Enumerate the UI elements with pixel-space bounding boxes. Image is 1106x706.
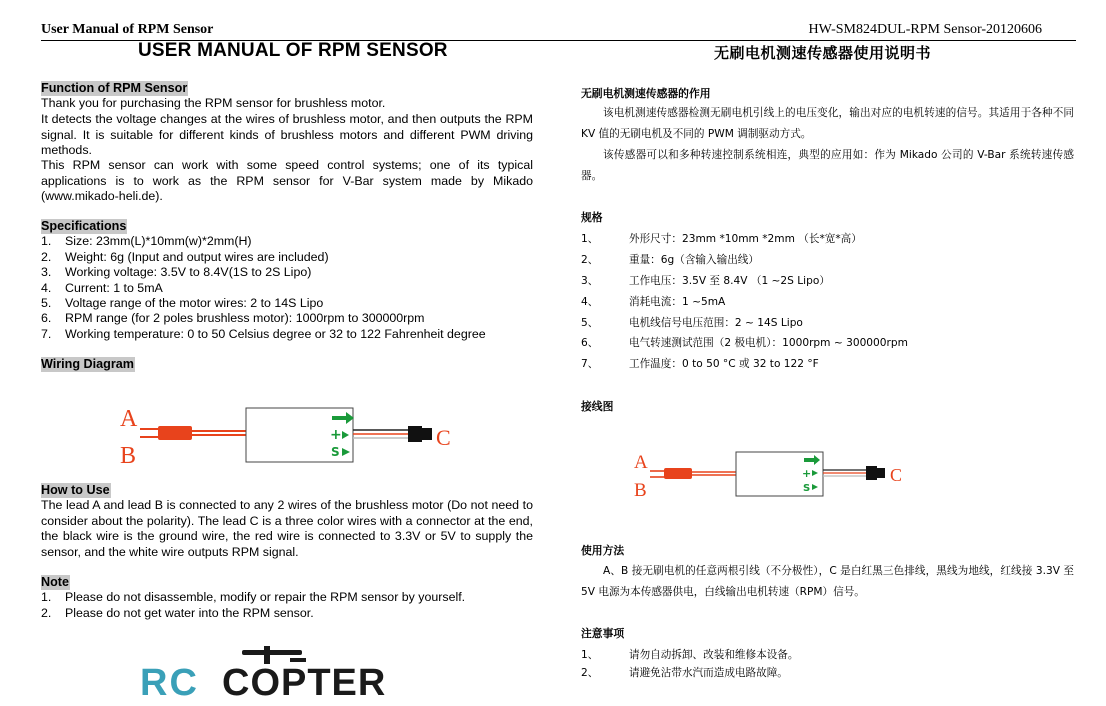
note-heading: Note — [41, 575, 69, 589]
spec-item: 7. Working temperature: 0 to 50 Celsius degree or 32 to 122 Fahrenheit degree — [41, 327, 486, 341]
logo-rc-text: RC — [140, 662, 199, 704]
wiring-diagram-chinese — [630, 448, 910, 502]
function-paragraph-2: This RPM sensor can work with some speed control systems; one of its typical applications is to work as the RPM sensor for V-Bar system made by Mikado (www.mikado-heli.de). — [41, 158, 533, 204]
zh-how-to-use-heading: 使用方法 — [581, 544, 625, 557]
lead-c-label-small: C — [890, 465, 903, 485]
logo-rotor-blade — [242, 650, 302, 655]
plus-symbol: + — [330, 427, 342, 443]
lead-c-label: C — [436, 425, 451, 450]
output-connector-pins — [422, 428, 432, 440]
zh-note-heading: 注意事项 — [581, 627, 625, 640]
zh-spec-item: 4、 消耗电流：1 ~5mA — [581, 296, 726, 308]
running-header-left: User Manual of RPM Sensor — [41, 22, 214, 37]
spec-item: 2. Weight: 6g (Input and output wires are included) — [41, 250, 329, 264]
logo-copter-text: COPTER — [222, 662, 387, 704]
output-connector-pins-small — [877, 468, 885, 478]
zh-note-item: 1、 请勿自动拆卸、改装和维修本设备。 — [581, 649, 799, 661]
zh-spec-item: 6、 电气转速测试范围（2 极电机）：1000rpm ~ 300000rpm — [581, 337, 908, 349]
zh-spec-item: 1、 外形尺寸：23mm *10mm *2mm （长*宽*高） — [581, 233, 862, 245]
how-to-use-paragraph: The lead A and lead B is connected to any 2 wires of the brushless motor (Do not need to consider about the polarity). The lead C is a three color wires with a connector at the end, the black wire is the ground wire, the red wire is connected to 3.3V or 5V to supply the sensor, and the white wire outputs RPM signal. — [41, 498, 533, 559]
spec-item: 3. Working voltage: 3.5V to 8.4V(1S to 2S Lipo) — [41, 265, 312, 279]
zh-spec-item: 7、 工作温度：0 to 50 °C 或 32 to 122 °F — [581, 358, 819, 370]
function-paragraph-1: It detects the voltage changes at the wires of brushless motor, and then outputs the RPM signal. It is suitable for different kinds of brushless motors and different PWM driving methods. — [41, 112, 533, 158]
title-chinese: 无刷电机测速传感器使用说明书 — [714, 44, 932, 62]
signal-s-label-small: S — [803, 483, 811, 494]
input-connector-small — [664, 468, 692, 479]
zh-function-paragraph-2: 该传感器可以和多种转速控制系统相连，典型的应用如：作为 Mikado 公司的 V-Bar 系统转速传感器。 — [581, 149, 1074, 182]
lead-a-label-small: A — [634, 452, 648, 473]
zh-function-paragraph-1: 该电机测速传感器检测无刷电机引线上的电压变化，输出对应的电机转速的信号。其适用于各种不同 KV 值的无刷电机及不同的 PWM 调制驱动方式。 — [581, 107, 1074, 140]
zh-spec-item: 3、 工作电压：3.5V 至 8.4V （1 ~2S Lipo） — [581, 275, 830, 287]
plus-symbol-small: + — [802, 467, 812, 480]
note-item: 1. Please do not disassemble, modify or repair the RPM sensor by yourself. — [41, 590, 466, 604]
title-english: USER MANUAL OF RPM SENSOR — [138, 40, 448, 61]
input-connector-body — [158, 426, 192, 440]
spec-item: 5. Voltage range of the motor wires: 2 to 14S Lipo — [41, 296, 324, 310]
note-item: 2. Please do not get water into the RPM sensor. — [41, 606, 314, 620]
zh-wiring-heading: 接线图 — [581, 400, 614, 413]
wiring-diagram-english — [118, 400, 458, 470]
rc-copter-logo — [138, 640, 413, 706]
spec-item: 6. RPM range (for 2 poles brushless motor): 1000rpm to 300000rpm — [41, 311, 425, 325]
zh-function-heading: 无刷电机测速传感器的作用 — [581, 87, 711, 100]
spec-item: 1. Size: 23mm(L)*10mm(w)*2mm(H) — [41, 234, 252, 248]
zh-spec-item: 5、 电机线信号电压范围：2 ~ 14S Lipo — [581, 317, 803, 329]
wiring-heading: Wiring Diagram — [41, 357, 134, 371]
lead-a-label: A — [120, 406, 138, 432]
zh-spec-item: 2、 重量：6g（含输入输出线） — [581, 254, 759, 266]
how-to-use-heading: How to Use — [41, 483, 110, 497]
output-connector-small — [866, 466, 877, 480]
zh-how-to-use-paragraph: A、B 接无刷电机的任意两根引线（不分极性），C 是白红黑三色排线，黑线为地线，红线接 3.3V 至 5V 电源为本传感器供电，白线输出电机转速（RPM）信号。 — [581, 565, 1074, 598]
lead-b-label: B — [120, 443, 137, 469]
spec-item: 4. Current: 1 to 5mA — [41, 281, 163, 295]
zh-note-item: 2、 请避免沾带水汽而造成电路故障。 — [581, 667, 788, 679]
function-intro: Thank you for purchasing the RPM sensor for brushless motor. — [41, 96, 386, 110]
specifications-heading: Specifications — [41, 219, 127, 233]
output-connector-body — [408, 426, 422, 442]
zh-specifications-heading: 规格 — [581, 211, 603, 224]
lead-b-label-small: B — [634, 480, 647, 501]
function-heading: Function of RPM Sensor — [41, 81, 188, 95]
running-header-right: HW-SM824DUL-RPM Sensor-20120606 — [808, 22, 1042, 37]
signal-s-label: S — [331, 445, 340, 459]
